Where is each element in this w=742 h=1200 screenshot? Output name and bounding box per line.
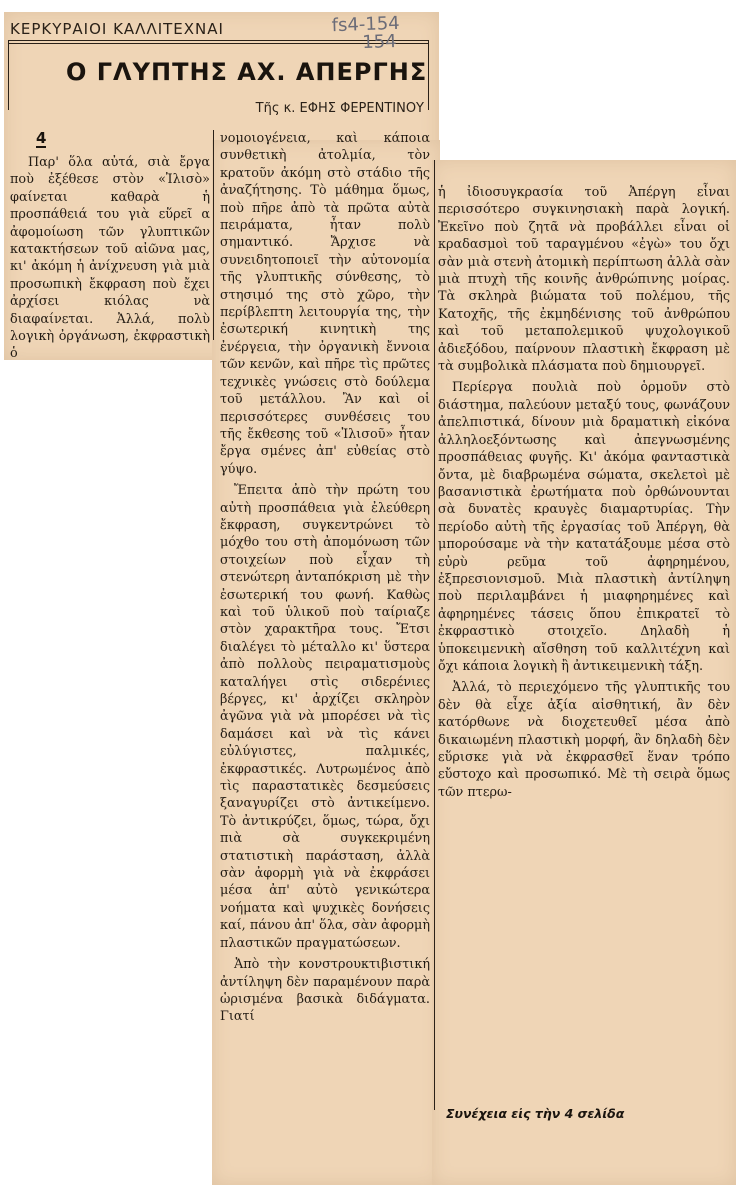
column-divider-right [434,160,435,1110]
paragraph: ἡ ἰδιοσυγκρασία τοῦ Ἀπέργη εἶναι περισσότερο συγκινησιακὴ παρὰ λογική. Ἐκεῖνο ποὺ ζητᾶ νὰ προβάλλει εἶναι οἱ κραδασμοὶ τοῦ ταραγμένου «ἐγὼ» του ὄχι σὰν μιὰ στενὴ ἀτομικὴ περίπτωση ἀλλὰ σὰν μιὰ πτυχὴ τῆς κοινῆς ἀνθρώπινης μοίρας. Τὰ σκληρὰ βιώματα τοῦ πολέμου, τῆς Κατοχῆς, τῆς ἐκμηδένισης τοῦ ἀνθρώπου καὶ τοῦ μεταπολεμικοῦ ψυχολογικοῦ ἀδιεξόδου, παίρνουν πλαστικὴ ἔκφραση μὲ τὰ συμβολικὰ πλάσματα ποὺ δημιουργεῖ. [438,185,730,375]
article-byline: Τῆς κ. ΕΦΗΣ ΦΕΡΕΝΤΙΝΟΥ [255,101,424,116]
header-right-rule [428,40,429,110]
paragraph: νομοιογένεια, καὶ κάποια συνθετικὴ ἀτολμία, τὸν κρατοῦν ἀκόμη στὸ στάδιο τῆς ἀναζήτησης. Τὸ μάθημα ὅμως, ποὺ πῆρε ἀπὸ τὰ πρῶτα αὐτὰ πειράματα, ἦταν πολὺ σημαντικό. Ἄρχισε νὰ συνειδητοποιεῖ τὴν αὐτονομία τῆς γλυπτικῆς σύνθεσης, τὸ στησιμό της στὸ χῶρο, τὴν περίβλεπτη λειτουργία της, τὴν ἐσωτερική κινητικὴ της ἐνέργεια, τὴν ὀργανικὴ ἔννοια τῶν κενῶν, καὶ πῆρε τὶς πρῶτες τεχνικὲς γνώσεις στὸ δούλεμα τοῦ μετάλλου. Ἂν καὶ οἱ περισσότερες συνθέσεις του τῆς ἔκθεσης τοῦ «Ἰλισοῦ» ἦταν ἔργα σμένες ἀπ' εὐθείας στὸ γύψο. [220,131,430,477]
article-title: Ο ΓΛΥΠΤΗΣ ΑΧ. ΑΠΕΡΓΗΣ [66,58,428,86]
column-divider-left [213,130,214,340]
paragraph: Παρ' ὅλα αὐτά, σιὰ ἔργα ποὺ ἐξέθεσε στὸν «Ἰλισὸ» φαίνεται καθαρὰ ἡ προσπάθειά του γιὰ εὕρεῖ α ἀφομοίωση τῶν γλυπτικῶν κατακτήσεων τοῦ αἰῶνα μας, κι' ἀκόμη ἡ ἀνίχνευση γιὰ μιὰ προσωπικὴ ἔκφραση ποὺ ἔχει ἀρχίσει κιόλας νὰ διαφαίνεται. Ἀλλά, πολὺ λογικὴ ὀργάνωση, ἐκφραστικὴ ὁ [10,155,210,362]
handwritten-note-line-1: fs4-154 [331,12,401,37]
paragraph: Ἀπὸ τὴν κονστρουκτιβιστική ἀντίληψη δὲν παραμένουν παρὰ ὡρισμένα βασικὰ διδάγματα. Γιατί [220,957,430,1025]
column-middle [220,130,430,1026]
column-left [10,154,210,363]
continued-on-page-note: Συνέχεια εἰς τὴν 4 σελίδα [446,1106,625,1121]
section-label: ΚΕΡΚΥΡΑΙΟΙ ΚΑΛΛΙΤΕΧΝΑΙ [10,20,224,38]
handwritten-archive-note [331,12,401,54]
paragraph: Ἔπειτα ἀπὸ τὴν πρώτη του αὐτὴ προσπάθεια γιὰ ἐλεύθερη ἔκφραση, συγκεντρώνει τὸ μόχθο του στὴ ἀπομόνωση τῶν στοιχείων ποὺ εἶχαν τὴ στενώτερη ἀνταπόκριση μὲ τὴν ἐσωτερική του φωνή. Καθὼς καὶ τοῦ ὑλικοῦ ποὺ ταίριαζε στὸν χαρακτῆρα τους. Ἔτσι διαλέγει τὸ μέταλλο κι' ὕστερα ἀπὸ πολλοὺς πειραματισμοὺς καταλήγει στὶς σιδερένιες βέργες, κι' ἀρχίζει σκληρὸν ἀγῶνα γιὰ νὰ μπορέσει νὰ τὶς δαμάσει καὶ νὰ τὶς κάνει εὐλύγιστες, παλμικές, ἐκφραστικές. Λυτρωμένος ἀπὸ τὶς παραστατικὲς δεσμεύσεις ξαναγυρίζει στὸ ἀντικείμενο. Τὸ ἀντικρύζει, ὅμως, τώρα, ὄχι πιὰ σὰ συγκεκριμένη στατιστικὴ παράσταση, ἀλλὰ σὰν ἀφορμὴ γιὰ νὰ ἐκφράσει μέσα ἀπ' αὐτὸ γενικώτερα νοήματα καὶ ψυχικὲς δονήσεις καί, πάνου ἀπ' ὅλα, σὰν ἀφορμὴ πλαστικῶν πραγματώσεων. [220,483,430,951]
paragraph: Περίεργα πουλιὰ ποὺ ὁρμοῦν στὸ διάστημα, παλεύουν μεταξύ τους, φωνάζουν ἀπελπιστικά, δίνουν μιὰ δραματικὴ εἰκόνα ἀλληλοεξόντωσης καὶ ἀπεγνωσμένης προσπάθειας φυγῆς. Κι' ἀκόμα φανταστικὰ ὄντα, μὲ διαβρωμένα σώματα, σκελετοὶ μὲ βασανιστικὰ ἐρωτήματα ποὺ ὀρθώνουνται σὰ δυνατὲς κραυγὲς διαμαρτυρίας. Τὴν περίοδο αὐτὴ τῆς ἐργασίας τοῦ Ἀπέργη, θὰ μπορούσαμε νὰ τὴν κατατάξουμε μέσα στὸ εὐρὺ ρεῦμα τοῦ ἀφηρημένου, ἐξπρεσιονισμοῦ. Μιὰ πλαστικὴ ἀντίληψη ποὺ περιλαμβάνει ἡ μιαφηρημένες καὶ ἀφηρημένες τάσεις ὅπου ἐπικρατεῖ τὸ ἐκφραστικὸ στοιχεῖο. Δηλαδὴ ἡ ὑποκειμενικὴ αἴσθηση τοῦ καλλιτέχνη καὶ ὄχι κάποια λογικὴ ἢ ἀντικειμενικὴ τάξη. [438,380,730,674]
handwritten-note-line-2: 154 [361,30,398,54]
column-right [438,184,730,801]
paragraph: Ἀλλά, τὸ περιεχόμενο τῆς γλυπτικῆς του δὲν θὰ εἶχε ἀξία αἰσθητική, ἂν δὲν κατόρθωνε νὰ διοχετευθεῖ μέσα ἀπὸ δικαιωμένη πλαστικὴ μορφή, ἂν δηλαδὴ δὲν εὕρισκε γιὰ νὰ ἐκφρασθεῖ ἕναν τρόπο εὔστοχο καὶ προσωπικό. Μὲ τὴ σειρὰ ὅμως τῶν πτερω- [438,680,730,800]
header-left-rule [8,40,9,110]
section-number: 4 [36,129,47,147]
